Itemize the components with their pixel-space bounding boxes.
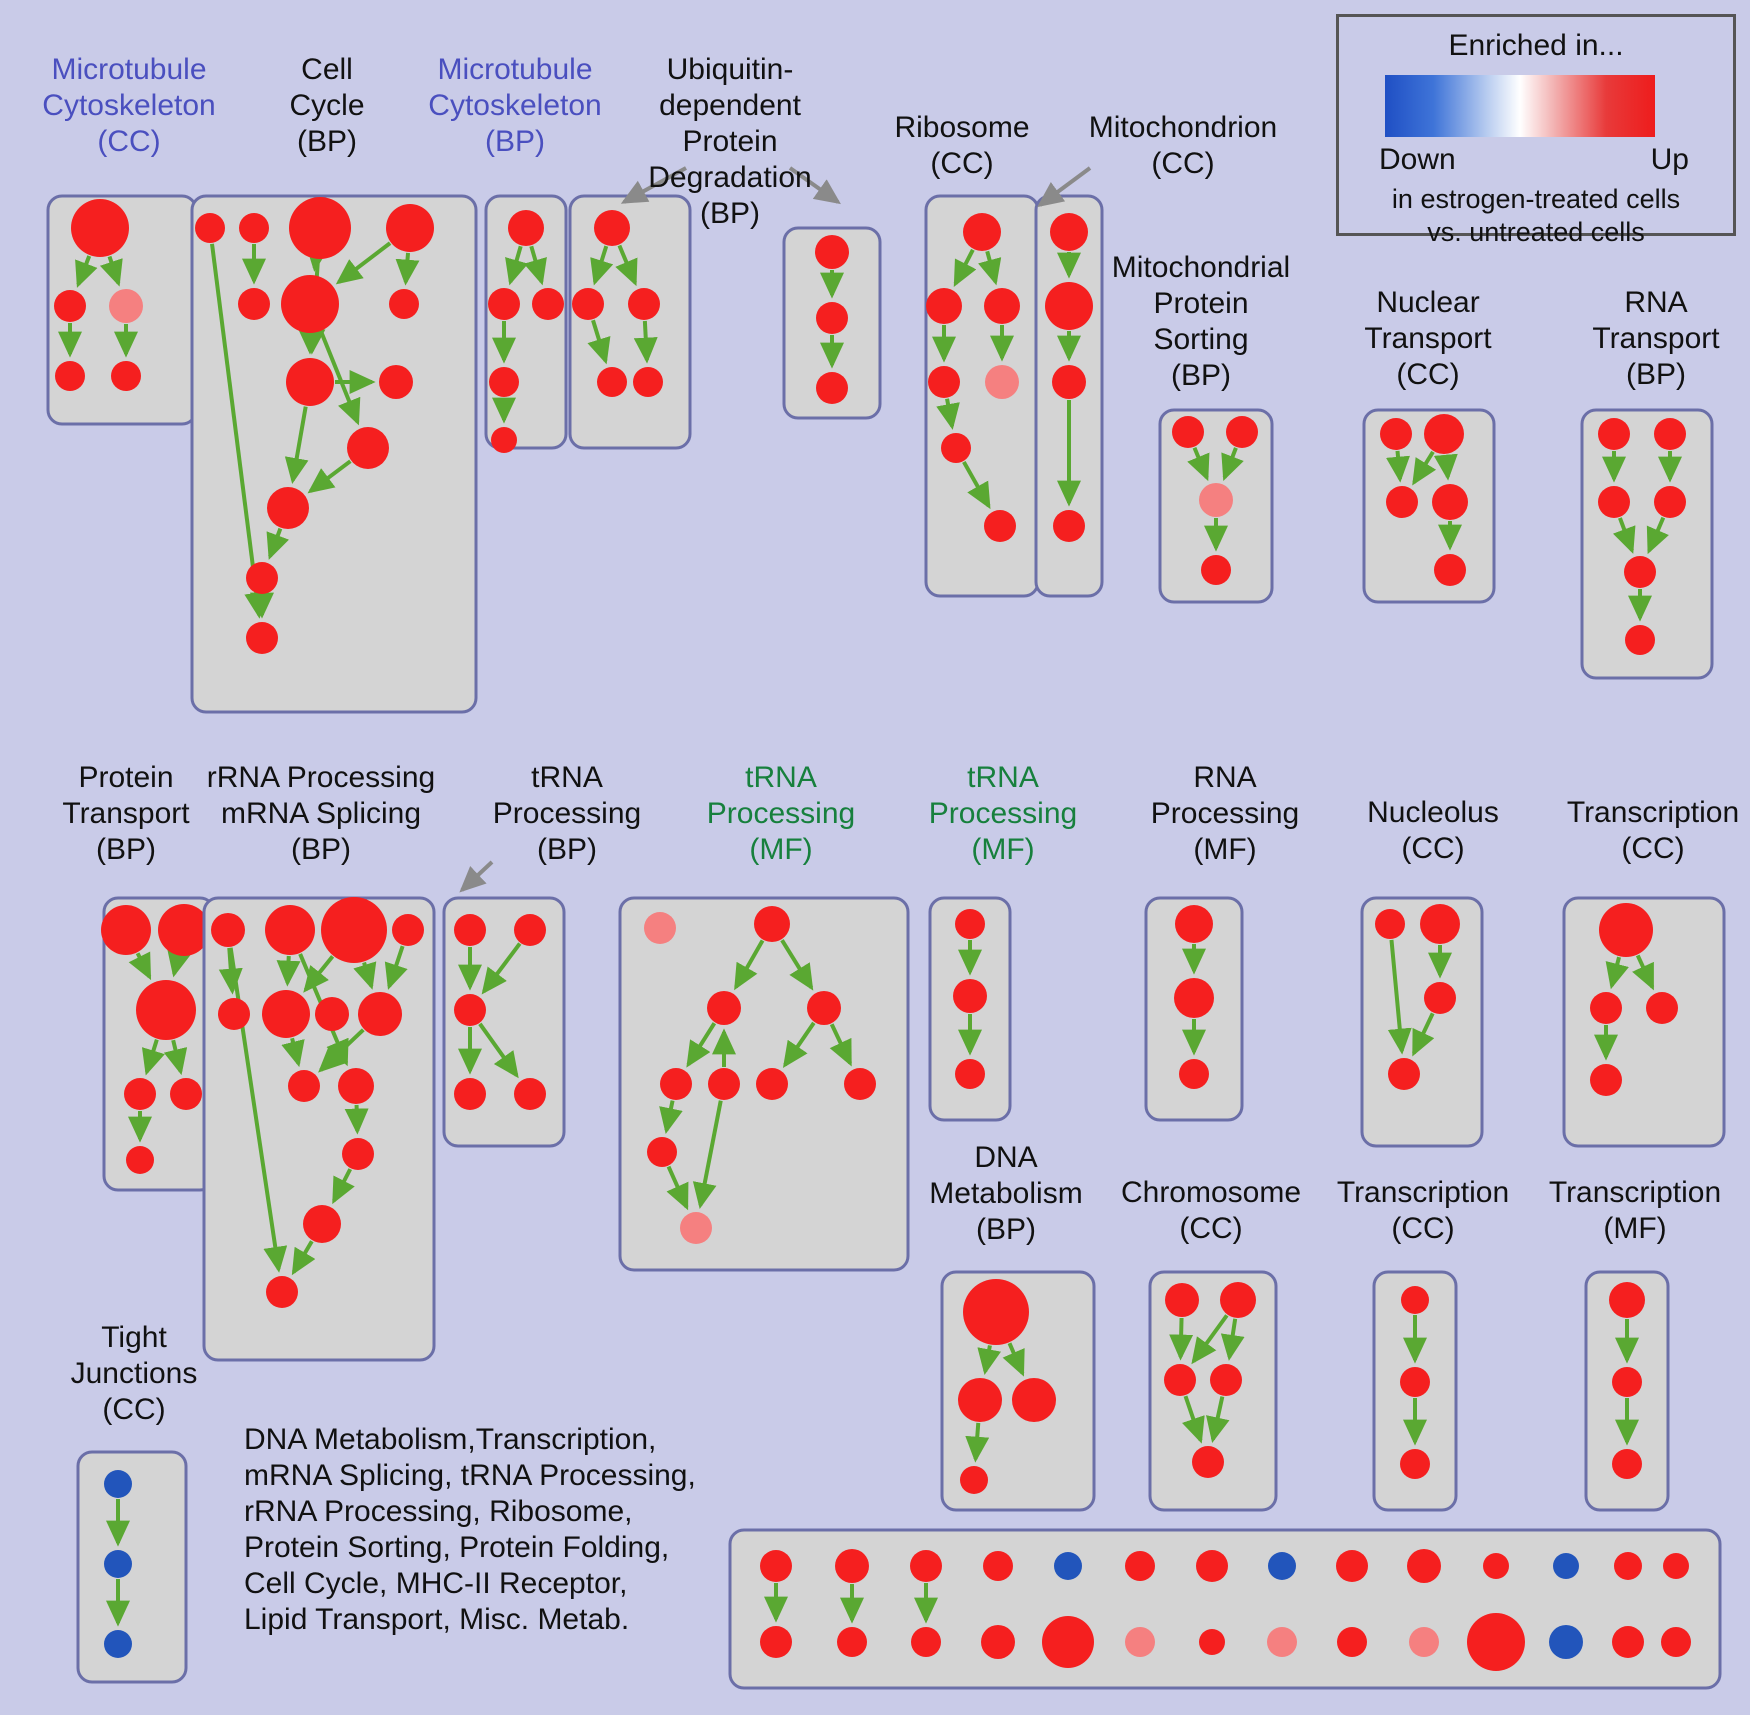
module-label-protein-transport-bp: Protein Transport (BP) [62, 761, 190, 866]
gene-node[interactable] [1201, 555, 1231, 585]
gene-node[interactable] [1192, 1446, 1224, 1478]
gene-node[interactable] [1654, 418, 1686, 450]
module-label-transcription-cc-bottom: Transcription (CC) [1336, 1176, 1510, 1245]
gene-node[interactable] [1174, 978, 1214, 1018]
gene-node[interactable] [454, 1078, 486, 1110]
gene-node[interactable] [104, 1550, 132, 1578]
gene-node[interactable] [835, 1549, 869, 1583]
module-label-mitochondrion-cc: Mitochondrion (CC) [1088, 111, 1278, 180]
pathway-edge [357, 1105, 358, 1131]
gene-node[interactable] [1267, 1627, 1297, 1657]
gene-node[interactable] [111, 361, 141, 391]
gene-node[interactable] [680, 1212, 712, 1244]
module-label-transcription-cc-top: Transcription (CC) [1566, 796, 1740, 865]
gene-node[interactable] [1375, 909, 1405, 939]
gene-node[interactable] [101, 905, 151, 955]
gene-node[interactable] [303, 1205, 341, 1243]
legend-gradient-bar [1385, 75, 1655, 137]
gene-node[interactable] [815, 235, 849, 269]
gene-node[interactable] [1012, 1378, 1056, 1422]
gene-node[interactable] [1420, 904, 1460, 944]
gene-node[interactable] [109, 289, 143, 323]
gene-node[interactable] [572, 288, 604, 320]
gene-node[interactable] [392, 914, 424, 946]
gene-node[interactable] [338, 1068, 374, 1104]
gene-node[interactable] [960, 1466, 988, 1494]
gene-node[interactable] [1125, 1627, 1155, 1657]
gene-node[interactable] [281, 275, 339, 333]
gene-node[interactable] [55, 361, 85, 391]
gene-node[interactable] [1199, 1629, 1225, 1655]
gene-node[interactable] [955, 1059, 985, 1089]
gene-node[interactable] [1196, 1550, 1228, 1582]
legend-box [1336, 14, 1736, 247]
pathway-edge [976, 1423, 979, 1459]
gene-node[interactable] [660, 1068, 692, 1100]
gene-node[interactable] [1609, 1282, 1645, 1318]
legend-down-label: Down [1379, 143, 1456, 176]
module-misc-bottom [730, 1530, 1720, 1688]
pathway-edge [287, 956, 288, 983]
gene-node[interactable] [1172, 416, 1204, 448]
gene-node[interactable] [265, 905, 315, 955]
gene-node[interactable] [195, 213, 225, 243]
gene-node[interactable] [514, 1078, 546, 1110]
gene-node[interactable] [454, 914, 486, 946]
gene-node[interactable] [1624, 556, 1656, 588]
gene-node[interactable] [1598, 486, 1630, 518]
gene-node[interactable] [342, 1138, 374, 1170]
gene-node[interactable] [266, 1276, 298, 1308]
gene-node[interactable] [379, 365, 413, 399]
module-box [78, 1452, 186, 1682]
gene-node[interactable] [983, 1551, 1013, 1581]
gene-node[interactable] [756, 1068, 788, 1100]
module-rna-transport-bp [1582, 410, 1712, 678]
gene-node[interactable] [1483, 1553, 1509, 1579]
module-label-trna-processing-bp: tRNA Processing (BP) [492, 761, 642, 866]
gene-node[interactable] [1179, 1059, 1209, 1089]
gene-node[interactable] [958, 1378, 1002, 1422]
gene-node[interactable] [1625, 625, 1655, 655]
gene-node[interactable] [708, 1068, 740, 1100]
gene-node[interactable] [124, 1078, 156, 1110]
gene-node[interactable] [754, 906, 790, 942]
gene-node[interactable] [514, 914, 546, 946]
gene-node[interactable] [1165, 1283, 1199, 1317]
gene-node[interactable] [807, 991, 841, 1025]
gene-node[interactable] [1424, 414, 1464, 454]
module-trna-processing-bp [444, 898, 564, 1146]
gene-node[interactable] [489, 367, 519, 397]
gene-node[interactable] [1612, 1626, 1644, 1658]
legend-title: Enriched in... [1448, 29, 1624, 62]
module-microtubule-bp [486, 196, 566, 453]
module-tight-junctions-cc [78, 1452, 186, 1682]
module-trna-processing-mf-2 [930, 898, 1010, 1120]
gene-node[interactable] [1125, 1551, 1155, 1581]
pathway-edge [1446, 455, 1448, 477]
module-nuclear-transport-cc [1364, 410, 1494, 602]
gene-node[interactable] [1661, 1627, 1691, 1657]
module-ubiquitin-dependent [784, 228, 880, 418]
module-label-transcription-mf: Transcription (MF) [1548, 1176, 1722, 1245]
module-label-nuclear-transport-cc: Nuclear Transport (CC) [1364, 286, 1492, 391]
gene-node[interactable] [594, 210, 630, 246]
gene-node[interactable] [1654, 486, 1686, 518]
gene-node[interactable] [532, 288, 564, 320]
legend-up-label: Up [1650, 143, 1689, 176]
gene-node[interactable] [488, 288, 520, 320]
gene-node[interactable] [644, 912, 676, 944]
module-protein-transport-bp [101, 898, 214, 1190]
gene-node[interactable] [454, 994, 486, 1026]
gene-node[interactable] [1549, 1625, 1583, 1659]
legend-subtitle: in estrogen-treated cells vs. untreated cells [1391, 184, 1681, 247]
gene-node[interactable] [1599, 903, 1653, 957]
gene-node[interactable] [816, 302, 848, 334]
gene-node[interactable] [1337, 1627, 1367, 1657]
module-label-cell-cycle-bp: Cell Cycle (BP) [289, 53, 365, 158]
gene-node[interactable] [358, 992, 402, 1036]
module-label-mitochondrial-protein-sorting-bp: Mitochondrial Protein Sorting (BP) [1111, 251, 1291, 392]
gene-node[interactable] [238, 288, 270, 320]
gene-node[interactable] [1268, 1552, 1296, 1580]
gene-node[interactable] [911, 1627, 941, 1657]
module-trna-processing-mf-1 [620, 898, 908, 1270]
gene-node[interactable] [1407, 1549, 1441, 1583]
gene-node[interactable] [288, 1070, 320, 1102]
module-chromosome-cc [1150, 1272, 1276, 1510]
module-label-microtubule-cytoskeleton-bp: Microtubule Cytoskeleton (BP) [428, 53, 602, 158]
module-transcription-cc-bottom [1374, 1272, 1456, 1510]
gene-node[interactable] [1612, 1449, 1642, 1479]
gene-node[interactable] [707, 991, 741, 1025]
gene-node[interactable] [1663, 1553, 1689, 1579]
gene-node[interactable] [1598, 418, 1630, 450]
gene-node[interactable] [1052, 365, 1086, 399]
gene-node[interactable] [1590, 992, 1622, 1024]
module-transcription-mf [1586, 1272, 1668, 1510]
module-label-ribosome-cc: Ribosome (CC) [894, 111, 1030, 180]
gene-node[interactable] [491, 427, 517, 453]
gene-node[interactable] [1045, 282, 1093, 330]
module-box [192, 196, 476, 712]
module-label-chromosome-cc: Chromosome (CC) [1120, 1176, 1302, 1245]
gene-node[interactable] [1199, 483, 1233, 517]
gene-node[interactable] [104, 1630, 132, 1658]
misc-module-caption: DNA Metabolism,Transcription, mRNA Splicing, tRNA Processing, rRNA Processing, Ribosome, Protein Sorting, Protein Folding, Cell Cycle, MHC-II Receptor, Lipid Transport, Misc. Metab. [244, 1423, 696, 1636]
gene-node[interactable] [136, 980, 196, 1040]
module-label-rna-transport-bp: RNA Transport (BP) [1592, 286, 1720, 391]
gene-node[interactable] [628, 288, 660, 320]
gene-node[interactable] [1409, 1627, 1439, 1657]
module-label-trna-processing-mf-2: tRNA Processing (MF) [928, 761, 1078, 866]
gene-node[interactable] [1467, 1613, 1525, 1671]
module-label-ubiquitin-dependent-protein-degradation-bp: Ubiquitin- dependent Protein Degradation (BP) [648, 53, 812, 230]
gene-node[interactable] [126, 1146, 154, 1174]
gene-node[interactable] [218, 998, 250, 1030]
module-mitochondrion-cc [1036, 196, 1102, 596]
pathway-edge [406, 253, 408, 282]
gene-node[interactable] [1053, 510, 1085, 542]
gene-node[interactable] [158, 904, 210, 956]
gene-node[interactable] [926, 288, 962, 324]
module-label-rrna-processing-mrna-splicing-bp: rRNA Processing mRNA Splicing (BP) [206, 761, 436, 866]
module-label-tight-junctions-cc: Tight Junctions (CC) [70, 1321, 198, 1426]
module-box [1362, 898, 1482, 1146]
gene-node[interactable] [262, 990, 310, 1038]
module-nucleolus-cc [1362, 898, 1482, 1146]
module-label-microtubule-cytoskeleton-cc: Microtubule Cytoskeleton (CC) [42, 53, 216, 158]
gene-node[interactable] [941, 433, 971, 463]
gene-node[interactable] [597, 367, 627, 397]
gene-node[interactable] [1386, 486, 1418, 518]
module-box [204, 898, 434, 1360]
gene-node[interactable] [347, 427, 389, 469]
gene-node[interactable] [289, 197, 351, 259]
gene-node[interactable] [1175, 905, 1213, 943]
gene-node[interactable] [647, 1137, 677, 1167]
module-box [570, 196, 690, 448]
module-label-dna-metabolism-bp: DNA Metabolism (BP) [929, 1141, 1083, 1246]
gene-node[interactable] [1336, 1550, 1368, 1582]
gene-node[interactable] [1434, 554, 1466, 586]
gene-node[interactable] [246, 622, 278, 654]
gene-node[interactable] [985, 365, 1019, 399]
gene-node[interactable] [1401, 1286, 1429, 1314]
gene-node[interactable] [71, 199, 129, 257]
gene-node[interactable] [955, 909, 985, 939]
gene-node[interactable] [1054, 1552, 1082, 1580]
gene-node[interactable] [1612, 1367, 1642, 1397]
module-mitochondrial-protein-sorting [1160, 410, 1272, 602]
gene-node[interactable] [1210, 1364, 1242, 1396]
gene-node[interactable] [981, 1625, 1015, 1659]
gene-node[interactable] [508, 210, 544, 246]
gene-node[interactable] [1226, 416, 1258, 448]
gene-node[interactable] [267, 487, 309, 529]
pathway-edge [645, 321, 647, 360]
gene-node[interactable] [1042, 1616, 1094, 1668]
gene-node[interactable] [54, 290, 86, 322]
module-label-nucleolus-cc: Nucleolus (CC) [1367, 796, 1499, 865]
gene-node[interactable] [633, 367, 663, 397]
gene-node[interactable] [389, 289, 419, 319]
gene-node[interactable] [1424, 982, 1456, 1014]
module-label-trna-processing-mf-1: tRNA Processing (MF) [706, 761, 856, 866]
gene-node[interactable] [170, 1078, 202, 1110]
gene-node[interactable] [386, 204, 434, 252]
module-cell-cycle-bp [192, 196, 476, 712]
gene-node[interactable] [104, 1470, 132, 1498]
module-microtubule-cc [48, 196, 196, 424]
gene-node[interactable] [1220, 1282, 1256, 1318]
gene-node[interactable] [315, 997, 349, 1031]
module-ubiquitin-right [570, 196, 690, 448]
module-dna-metabolism-bp [942, 1272, 1094, 1510]
gene-node[interactable] [816, 372, 848, 404]
module-rrna-mrna [204, 897, 434, 1360]
gene-node[interactable] [963, 213, 1001, 251]
module-label-rna-processing-mf: RNA Processing (MF) [1150, 761, 1300, 866]
gene-node[interactable] [239, 213, 269, 243]
gene-node[interactable] [1590, 1064, 1622, 1096]
gene-node[interactable] [1050, 213, 1088, 251]
gene-node[interactable] [1400, 1449, 1430, 1479]
gene-node[interactable] [984, 288, 1020, 324]
gene-node[interactable] [1380, 418, 1412, 450]
gene-node[interactable] [1388, 1058, 1420, 1090]
gene-node[interactable] [211, 913, 245, 947]
gene-node[interactable] [953, 979, 987, 1013]
gene-node[interactable] [246, 562, 278, 594]
pathway-edge [1397, 451, 1399, 479]
pathway-edge [1181, 1318, 1182, 1357]
gene-node[interactable] [1432, 484, 1468, 520]
gene-node[interactable] [1553, 1553, 1579, 1579]
gene-node[interactable] [1614, 1552, 1642, 1580]
gene-node[interactable] [910, 1550, 942, 1582]
gene-node[interactable] [963, 1279, 1029, 1345]
gene-node[interactable] [1400, 1367, 1430, 1397]
gene-node[interactable] [837, 1627, 867, 1657]
gene-node[interactable] [1164, 1364, 1196, 1396]
gene-node[interactable] [844, 1068, 876, 1100]
gene-node[interactable] [321, 897, 387, 963]
module-transcription-cc-top [1564, 898, 1724, 1146]
gene-node[interactable] [984, 510, 1016, 542]
module-rna-processing-mf [1146, 898, 1242, 1120]
module-box [730, 1530, 1720, 1688]
gene-node[interactable] [286, 358, 334, 406]
gene-node[interactable] [1646, 992, 1678, 1024]
gene-node[interactable] [928, 366, 960, 398]
module-ribosome-cc [926, 196, 1038, 596]
